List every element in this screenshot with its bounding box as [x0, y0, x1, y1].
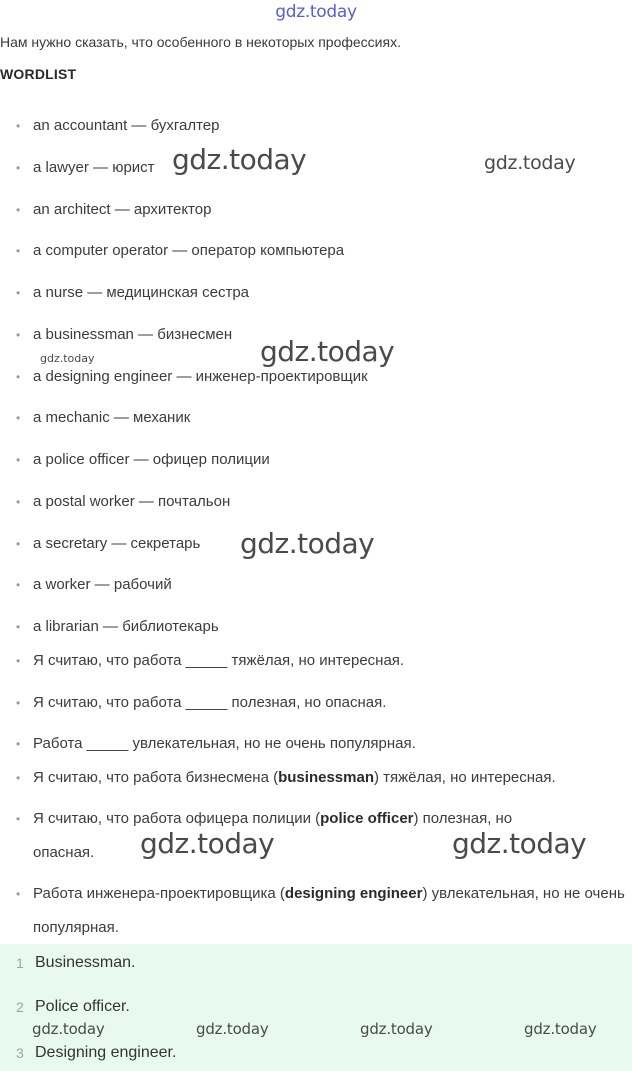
watermark: gdz.today [140, 827, 275, 860]
bullet-icon: • [16, 578, 21, 592]
bullet-icon: • [16, 244, 21, 258]
answer-bold: designing engineer [284, 885, 423, 902]
bullet-icon: • [16, 620, 21, 634]
bullet-icon: • [16, 411, 21, 425]
watermark: gdz.today [452, 827, 587, 860]
answer-number: 2 [16, 999, 24, 1015]
watermark: gdz.today [240, 527, 375, 560]
bullet-icon: • [16, 328, 21, 342]
bullet-icon: • [16, 286, 21, 300]
watermark: gdz.today [360, 1020, 433, 1038]
bullet-icon: • [16, 203, 21, 217]
bullet-icon: • [16, 654, 21, 668]
answer-bold: businessman [278, 769, 374, 786]
answer-bold: police officer [320, 810, 414, 827]
watermark: gdz.today [172, 143, 307, 176]
bullet-icon: • [16, 771, 21, 785]
bullet-icon: • [16, 119, 21, 133]
bullet-icon: • [16, 370, 21, 384]
bullet-icon: • [16, 453, 21, 467]
watermark: gdz.today [484, 152, 576, 174]
answer-number: 3 [16, 1045, 24, 1061]
answer-number: 1 [16, 955, 24, 971]
intro-text: Нам нужно сказать, что особенного в некоторых профессиях. [0, 34, 401, 50]
watermark: gdz.today [260, 335, 395, 368]
site-logo[interactable]: gdz.today [275, 2, 357, 22]
bullet-icon: • [16, 495, 21, 509]
bullet-icon: • [16, 812, 21, 826]
watermark: gdz.today [40, 352, 95, 365]
watermark: gdz.today [196, 1020, 269, 1038]
bullet-icon: • [16, 887, 21, 901]
bullet-icon: • [16, 737, 21, 751]
watermark: gdz.today [32, 1020, 105, 1038]
watermark: gdz.today [524, 1020, 597, 1038]
bullet-icon: • [16, 696, 21, 710]
bullet-icon: • [16, 161, 21, 175]
answers-panel: 1 Businessman. 2 Police officer. 3 Designing engineer. [0, 944, 632, 1071]
bullet-icon: • [16, 537, 21, 551]
wordlist-heading: WORDLIST [0, 66, 77, 82]
